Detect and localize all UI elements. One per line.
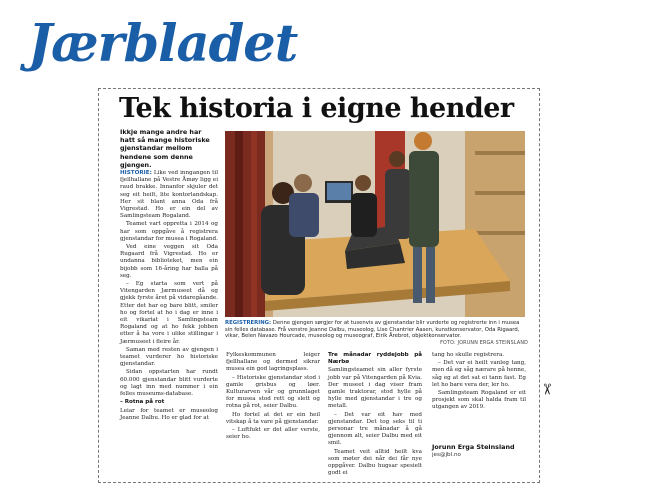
col3-paragraph: – Det var eit hav med gjenstandar. Det tog seks til ti personar tre månadar å gå gjennom alt, seier Dalbu med eit smil. <box>328 411 422 447</box>
col3-paragraph: Teamet veit alltid heilt kva som møter dei når dei får nye oppgåver. Dalbu hugsar spesielt godt ei <box>328 448 422 477</box>
article-ingress: Ikkje mange andre har hatt så mange historiske gjenstandar mellom hendene som denne gjengen. <box>120 128 210 169</box>
author-email: jes@jbl.no <box>432 452 461 458</box>
col2-paragraph: – Historiske gjenstandar stod i gamle grisbus og løer. Kulturarven vår og grunnlaget for musea stod rett og slett og rotna på rot, seier Dalbu. <box>226 374 320 410</box>
article-column-4 <box>432 352 526 413</box>
col1-paragraph: Saman med resten av gjengen i teamet vurderer ho historiske gjenstandar. <box>120 346 218 368</box>
col3-subhead: Tre månadar ryddejobb på Nærbø <box>328 352 422 366</box>
scissors-icon: ✂ <box>538 383 556 396</box>
caption-text: Denne gjengen sørgjer for at tusenvis av gjenstandar blir vurderte og registrerte inn i musea sin felles database. Frå venstre Jeanne Dalbu, museolog, Lise Chantrier Aasen, kunstkonservator, Oda Rigaard, vikar, Belen Navazo Hourcade, museolog og museograf, Eirik Årebrot, objektkonservator. <box>225 320 520 340</box>
article-column-1 <box>120 170 218 423</box>
col2-paragraph: Fylkeskommunen leiger fjellhallane og dermed sikrar musea ein god lagringsplass. <box>226 352 320 373</box>
col1-paragraph: Teamet vart oppretta i 2014 og har som oppgåve å registrera gjenstandar for musea i Rogaland. <box>120 221 218 242</box>
col2-paragraph: – Luftfukt er det aller verste, seier ho. <box>226 427 320 441</box>
caption-label: REGISTRERING: <box>225 320 272 326</box>
article-column-3 <box>328 352 422 478</box>
col4-paragraph: tang ho skulle registrera. <box>432 352 505 358</box>
col2-paragraph: Ho fortel at det er ein heil vitskap å ta vare på gjenstandar. <box>226 411 320 425</box>
photo-credit: FOTO: JORUNN ERGA STEINSLAND <box>440 341 528 346</box>
col1-paragraph: Like ved inngangen til fjellhallane på Vestre Åmøy ligg ei raud brakke. Innanfor skjuler det seg eit heilt, lite kontorlandskap. Her sit blant anna Oda frå Vigrestad. Ho er ein del av Samlingsteam Rogaland. <box>120 170 219 220</box>
photo-caption <box>225 320 525 340</box>
col3-paragraph: Samlingsteamet sin aller fyrste jobb var på Vitengarden på Kvia. Der museet i dag viser fram gamle traktorar, stod hylle på hylle med gjenstandar i tre og metall. <box>328 367 422 410</box>
article-column-2 <box>226 352 320 442</box>
article-photo <box>225 131 525 317</box>
photo-illustration <box>225 131 525 317</box>
col1-paragraph: – Eg starta som vert på Vitengarden Jærmuseet då eg gjekk fyrste året på vidaregåande. Etter det har eg bare blitt, smiler ho og fortel at ho i dag er inne i eit vikariat i Samlingsteam Rogaland og at ho fekk jobben etter å ha vore i ulike stillingar i Jærmuseet i fleire år. <box>120 281 218 345</box>
article-kicker: HISTORIE: <box>120 170 152 176</box>
col4-paragraph: Samlingsteam Rogaland er eit prosjekt som skal halda fram til utgangen av 2019. <box>432 390 526 411</box>
col4-paragraph: – Det var ei heilt vanleg tang, men då eg såg nærare på henne, såg eg at det sat ei tann fast. Eg let ho bare vera der, ler ho. <box>432 360 526 388</box>
masthead-logo: Jærbladet <box>28 14 298 74</box>
col1-paragraph: Leiar for teamet er museolog Jeanne Dalbu. Ho er glad for at <box>120 407 218 421</box>
col1-paragraph: Sidan oppstarten har rundt 60.000 gjenstandar blitt vurderte og lagt inn med nummer i ein felles museums-database. <box>120 369 218 398</box>
article-byline: Jorunn Erga Steinsland <box>432 443 515 451</box>
article-headline: Tek historia i eigne hender <box>119 93 514 124</box>
col1-paragraph: Ved eine veggen sit Oda Rugaard frå Vigrestad. Ho er undanna biblioteket, men ein bijobb som 16-åring har balla på seg. <box>120 244 218 279</box>
col1-subhead: – Rotna på rot <box>120 399 165 406</box>
